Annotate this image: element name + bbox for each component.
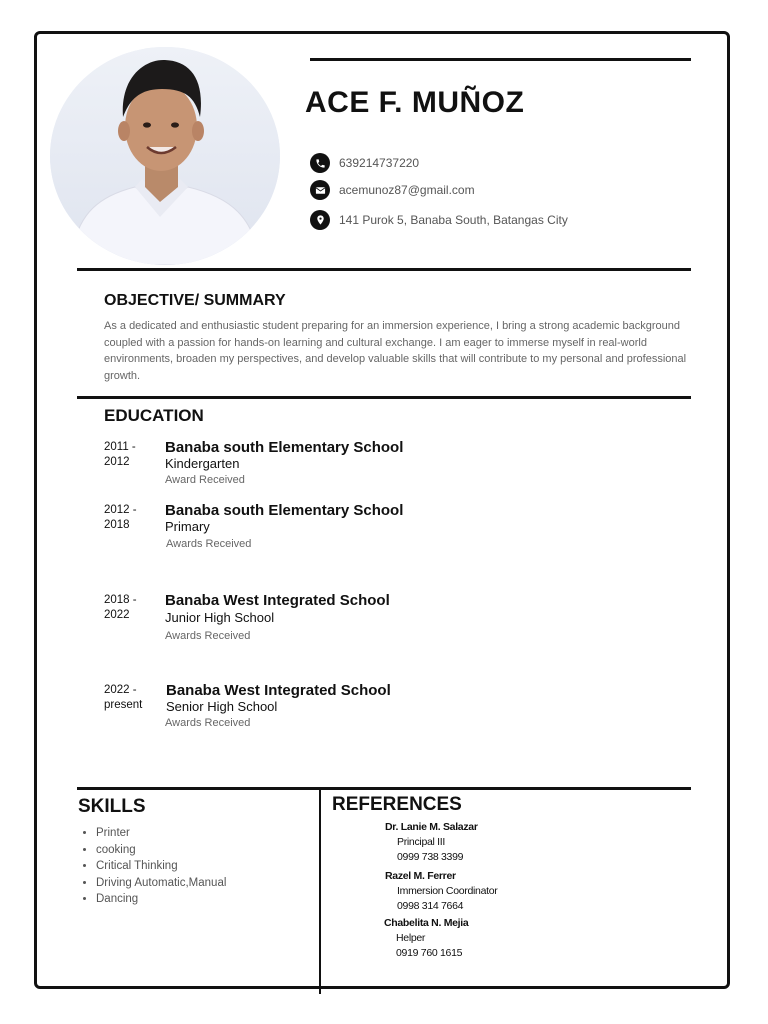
contact-email [310, 180, 475, 200]
reference-phone: 0919 760 1615 [396, 947, 463, 959]
reference-entry [384, 916, 468, 961]
reference-name: Chabelita N. Mejia [384, 917, 469, 929]
reference-entry [385, 869, 498, 914]
bottom-divider [77, 787, 691, 790]
award-text: Awards Received [166, 538, 252, 550]
education-title: EDUCATION [104, 406, 204, 425]
list-item: • Driving Automatic,Manual [96, 875, 226, 892]
contact-address [310, 210, 568, 230]
list-item: • Critical Thinking [96, 858, 226, 875]
list-item: • cooking [96, 842, 226, 859]
school-level: Senior High School [166, 699, 278, 714]
school-name: Banaba south Elementary School [165, 439, 404, 456]
award-text: Award Received [165, 474, 245, 486]
education-years: 2012 - 2018 [104, 504, 137, 531]
objective-title: OBJECTIVE/ SUMMARY [104, 292, 286, 309]
education-years: 2022 - present [104, 684, 143, 711]
candidate-name: ACE F. MUÑOZ [305, 86, 525, 119]
header-divider [77, 268, 691, 271]
skills-list [78, 825, 226, 908]
profile-photo [50, 47, 280, 265]
school-name: Banaba West Integrated School [165, 592, 390, 609]
reference-role: Immersion Coordinator [397, 885, 498, 897]
award-text: Awards Received [165, 630, 251, 642]
school-level: Primary [165, 519, 210, 534]
reference-entry [385, 820, 478, 865]
reference-role: Helper [396, 932, 426, 944]
objective-divider [77, 396, 691, 399]
references-title: REFERENCES [332, 794, 462, 815]
column-divider [319, 788, 321, 994]
postal-address: 141 Purok 5, Banaba South, Batangas City [339, 213, 568, 227]
reference-name: Dr. Lanie M. Salazar [385, 821, 478, 833]
phone-icon [310, 153, 330, 173]
school-level: Kindergarten [165, 456, 240, 471]
education-years: 2018 - 2022 [104, 594, 137, 621]
reference-phone: 0999 738 3399 [397, 851, 464, 863]
school-level: Junior High School [165, 610, 275, 625]
education-years: 2011 - 2012 [104, 441, 136, 468]
contact-phone [310, 153, 419, 173]
skills-title: SKILLS [78, 796, 146, 817]
location-pin-icon [310, 210, 330, 230]
reference-phone: 0998 314 7664 [397, 900, 464, 912]
reference-name: Razel M. Ferrer [385, 870, 456, 882]
list-item: • Dancing [96, 891, 226, 908]
award-text: Awards Received [165, 717, 251, 729]
school-name: Banaba south Elementary School [165, 502, 404, 519]
phone-number: 639214737220 [339, 156, 420, 170]
email-icon [310, 180, 330, 200]
school-name: Banaba West Integrated School [166, 682, 391, 699]
top-rule [310, 58, 691, 61]
objective-text: As a dedicated and enthusiastic student preparing for an immersion experience, I bring a strong academic background coupled with a passion for hands-on learning and cultural exchange. I am eager to immerse myself in real-world environments, broaden my perspectives, and develop valuable skills that will contribute to my personal and professional growth. [104, 320, 687, 382]
reference-role: Principal III [397, 836, 446, 848]
email-address: acemunoz87@gmail.com [339, 183, 475, 197]
list-item: • Printer [96, 825, 226, 842]
